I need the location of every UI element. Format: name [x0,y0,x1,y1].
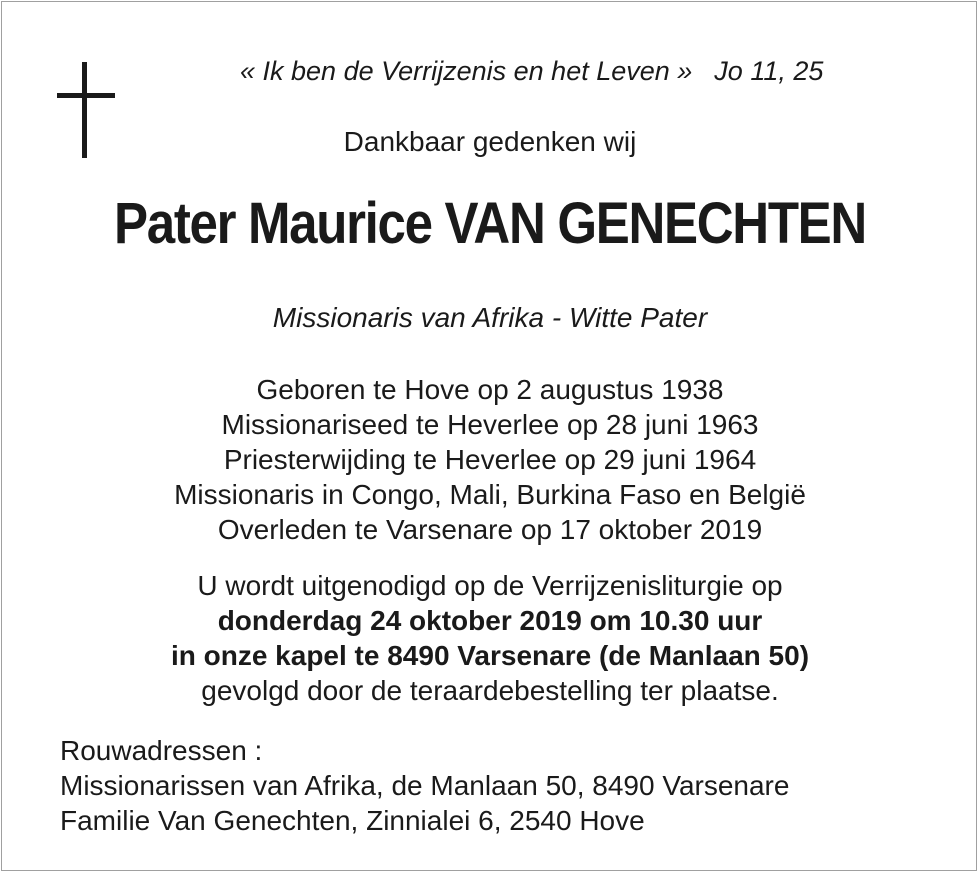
address-family: Familie Van Genechten, Zinnialei 6, 2540 Hove [60,805,645,836]
cross-horizontal-bar [57,93,115,98]
fact-missionary-oath: Missionariseed te Heverlee op 28 juni 1963 [221,409,759,440]
invitation [0,568,980,708]
fact-birth: Geboren te Hove op 2 augustus 1938 [256,374,724,405]
addresses-heading: Rouwadressen : [60,735,263,766]
fact-missions: Missionaris in Congo, Mali, Burkina Faso en België [174,479,806,510]
quote-reference: Jo 11, 25 [714,56,824,86]
invitation-intro: U wordt uitgenodigd op de Verrijzenisliturgie op [197,570,783,601]
order-subtitle: Missionaris van Afrika - Witte Pater [272,302,708,333]
intro-text: Dankbaar gedenken wij [343,126,637,157]
deceased-name: Pater Maurice VAN GENECHTEN [114,191,866,256]
address-missionaries: Missionarissen van Afrika, de Manlaan 50, 8490 Varsenare [60,770,790,801]
invitation-place: in onze kapel te 8490 Varsenare (de Manlaan 50) [170,640,810,671]
life-facts [0,372,980,547]
invitation-date: donderdag 24 oktober 2019 om 10.30 uur [217,605,763,636]
scripture-quote [240,56,823,87]
fact-death: Overleden te Varsenare op 17 oktober 2019 [217,514,763,545]
invitation-burial: gevolgd door de teraardebestelling ter plaatse. [201,675,779,706]
mourning-addresses [60,733,789,838]
quote-text: « Ik ben de Verrijzenis en het Leven » [240,56,693,86]
fact-ordination: Priesterwijding te Heverlee op 29 juni 1964 [223,444,757,475]
